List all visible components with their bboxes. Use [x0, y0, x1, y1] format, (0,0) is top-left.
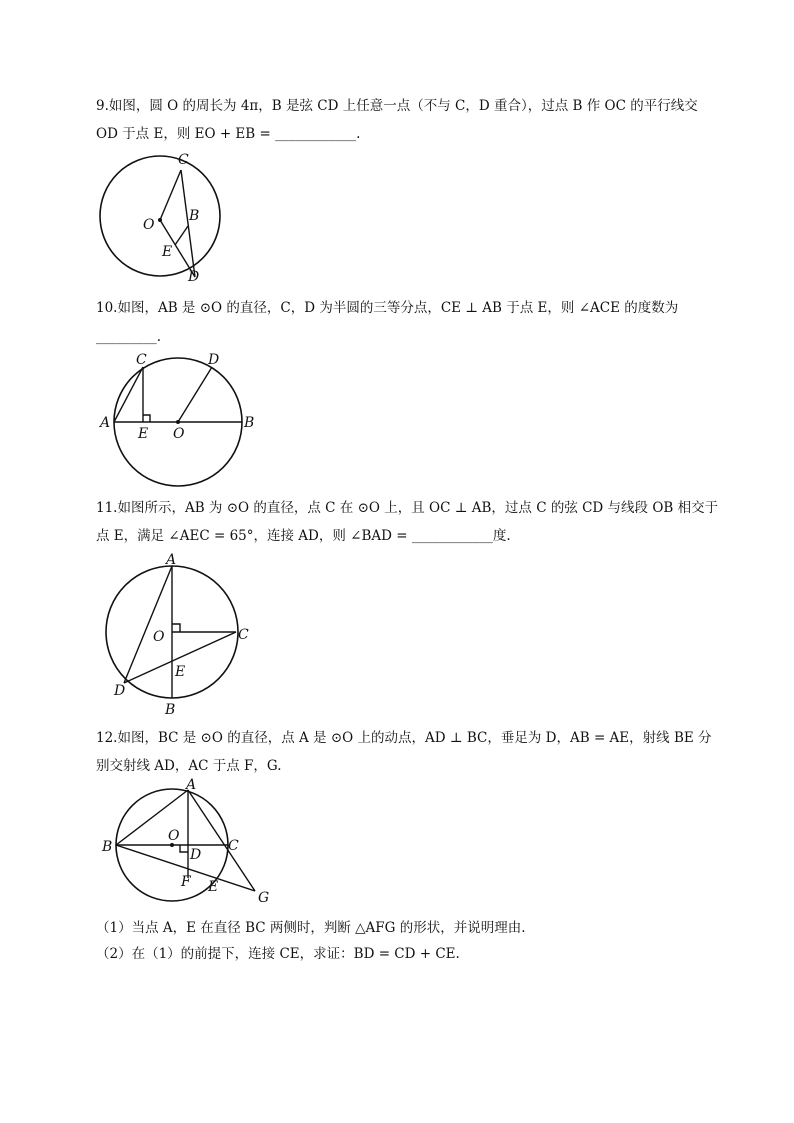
chord-ac	[114, 367, 143, 422]
segment-be	[175, 226, 188, 245]
label-o: O	[173, 426, 185, 442]
ray-ac	[188, 790, 255, 891]
label-c: C	[136, 352, 147, 368]
problem-11-line-2: 点 E，满足 ∠AEC = 65°，连接 AD，则 ∠BAD = ____________度.	[96, 528, 511, 544]
label-c: C	[228, 838, 239, 854]
segment-od	[178, 367, 212, 422]
label-f: F	[181, 874, 191, 890]
circle-o	[100, 156, 220, 276]
label-a: A	[100, 415, 111, 431]
right-angle-mark	[143, 415, 150, 422]
label-b: B	[189, 208, 200, 224]
problem-10-line-1: 10.如图，AB 是 ⊙O 的直径，C，D 为半圆的三等分点，CE ⊥ AB 于点 E，则 ∠ACE 的度数为	[96, 300, 679, 316]
problem-9-line-2: OD 于点 E，则 EO + EB = ____________.	[96, 126, 361, 142]
problem-12-line-2: 别交射线 AD，AC 于点 F，G.	[96, 758, 282, 774]
label-c: C	[238, 627, 249, 643]
center-dot	[176, 420, 180, 424]
label-d: D	[190, 847, 202, 863]
label-a: A	[166, 552, 177, 568]
label-g: G	[258, 890, 270, 906]
problem-12-subquestion-1: （1）当点 A，E 在直径 BC 两侧时，判断 △AFG 的形状，并说明理由.	[96, 920, 526, 936]
label-b: B	[244, 415, 255, 431]
label-b: B	[165, 702, 176, 718]
label-o: O	[143, 217, 155, 233]
segment-oc	[160, 170, 181, 220]
problem-9-figure	[96, 148, 236, 288]
segment-ad	[124, 566, 172, 683]
label-c: C	[178, 152, 189, 168]
label-d: D	[208, 352, 220, 368]
label-e: E	[208, 879, 219, 895]
problem-10-figure	[96, 350, 266, 490]
label-b: B	[102, 839, 113, 855]
problem-11-figure	[100, 550, 260, 720]
right-angle-mark	[180, 845, 188, 852]
problem-10-line-2: _________.	[96, 329, 162, 345]
label-o: O	[168, 828, 180, 844]
right-angle-mark	[172, 624, 180, 632]
label-e: E	[138, 426, 149, 442]
problem-11-line-1: 11.如图所示，AB 为 ⊙O 的直径，点 C 在 ⊙O 上，且 OC ⊥ AB，过点 C 的弦 CD 与线段 OB 相交于	[96, 500, 719, 516]
label-e: E	[162, 244, 173, 260]
problem-12-figure	[100, 778, 280, 908]
label-d: D	[114, 683, 126, 699]
label-d: D	[188, 269, 200, 285]
problem-9-line-1: 9.如图，圆 O 的周长为 4π，B 是弦 CD 上任意一点（不与 C，D 重合），过点 B 作 OC 的平行线交	[96, 98, 698, 114]
problem-12-line-1: 12.如图，BC 是 ⊙O 的直径，点 A 是 ⊙O 上的动点，AD ⊥ BC，垂足为 D，AB = AE，射线 BE 分	[96, 730, 712, 746]
center-dot	[158, 218, 162, 222]
label-a: A	[186, 778, 197, 793]
label-e: E	[175, 664, 186, 680]
problem-12-subquestion-2: （2）在（1）的前提下，连接 CE，求证：BD = CD + CE.	[96, 946, 460, 962]
label-o: O	[153, 629, 165, 645]
